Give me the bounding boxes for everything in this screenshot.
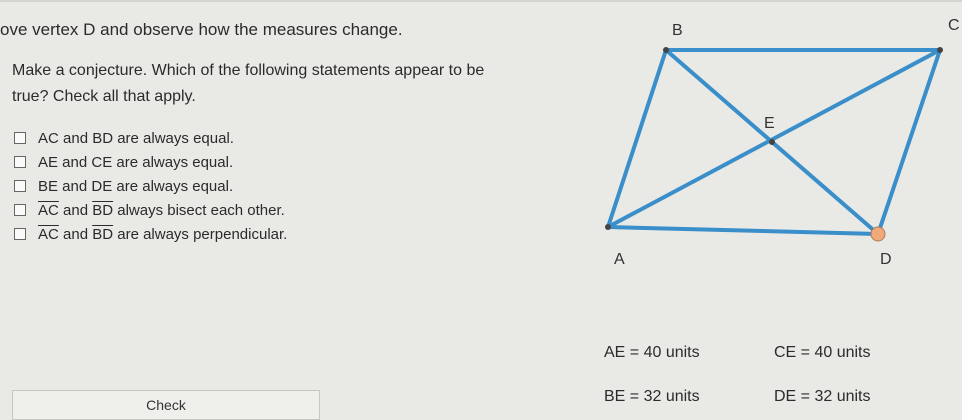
parallelogram-diagram xyxy=(598,0,962,280)
option-text: AC and BD are always equal. xyxy=(38,129,234,147)
label-e: E xyxy=(764,115,775,132)
option-text: always bisect each other. xyxy=(113,201,285,219)
option-item[interactable] xyxy=(14,150,287,174)
measure-ce: CE = 40 units xyxy=(774,344,871,361)
question-text: Make a conjecture. Which of the following statements appear to be true? Check all that apply. xyxy=(12,62,485,105)
option-item[interactable] xyxy=(14,198,287,222)
label-d: D xyxy=(880,251,892,268)
side-da xyxy=(608,227,878,234)
option-text: BE and DE are always equal. xyxy=(38,177,234,195)
option-label xyxy=(38,130,234,147)
segment-name: $\overline{AC}$ xyxy=(38,201,59,219)
option-text: and xyxy=(58,201,93,219)
measure-be: BE = 32 units xyxy=(604,388,700,405)
segment-name: $\overline{BD}$ xyxy=(92,225,114,243)
vertex-d-handle[interactable] xyxy=(871,227,885,241)
option-text: and xyxy=(58,225,93,243)
option-text: are always perpendicular. xyxy=(113,225,288,243)
vertex-c-point xyxy=(937,47,943,53)
option-label xyxy=(38,178,233,195)
check-button[interactable]: Check xyxy=(12,390,320,420)
option-item[interactable] xyxy=(14,222,287,246)
option-item[interactable] xyxy=(14,126,287,150)
segment-name: $\overline{AC}$ xyxy=(38,225,59,243)
option-label xyxy=(38,202,285,219)
option-label xyxy=(38,226,287,243)
label-c: C xyxy=(948,17,960,34)
intersection-e-point xyxy=(769,139,775,145)
measure-ae: AE = 40 units xyxy=(604,344,700,361)
instruction-text: ove vertex D and observe how the measures change. xyxy=(0,20,403,39)
options-list xyxy=(14,126,287,246)
vertex-a-point xyxy=(605,224,611,230)
option-checkbox[interactable] xyxy=(14,204,26,216)
vertex-b-point xyxy=(663,47,669,53)
label-a: A xyxy=(614,251,625,268)
option-label xyxy=(38,154,233,171)
label-b: B xyxy=(672,22,683,39)
option-checkbox[interactable] xyxy=(14,132,26,144)
option-checkbox[interactable] xyxy=(14,180,26,192)
option-checkbox[interactable] xyxy=(14,156,26,168)
option-text: AE and CE are always equal. xyxy=(38,153,234,171)
measure-de: DE = 32 units xyxy=(774,388,871,405)
segment-name: $\overline{BD}$ xyxy=(92,201,114,219)
option-checkbox[interactable] xyxy=(14,228,26,240)
option-item[interactable] xyxy=(14,174,287,198)
